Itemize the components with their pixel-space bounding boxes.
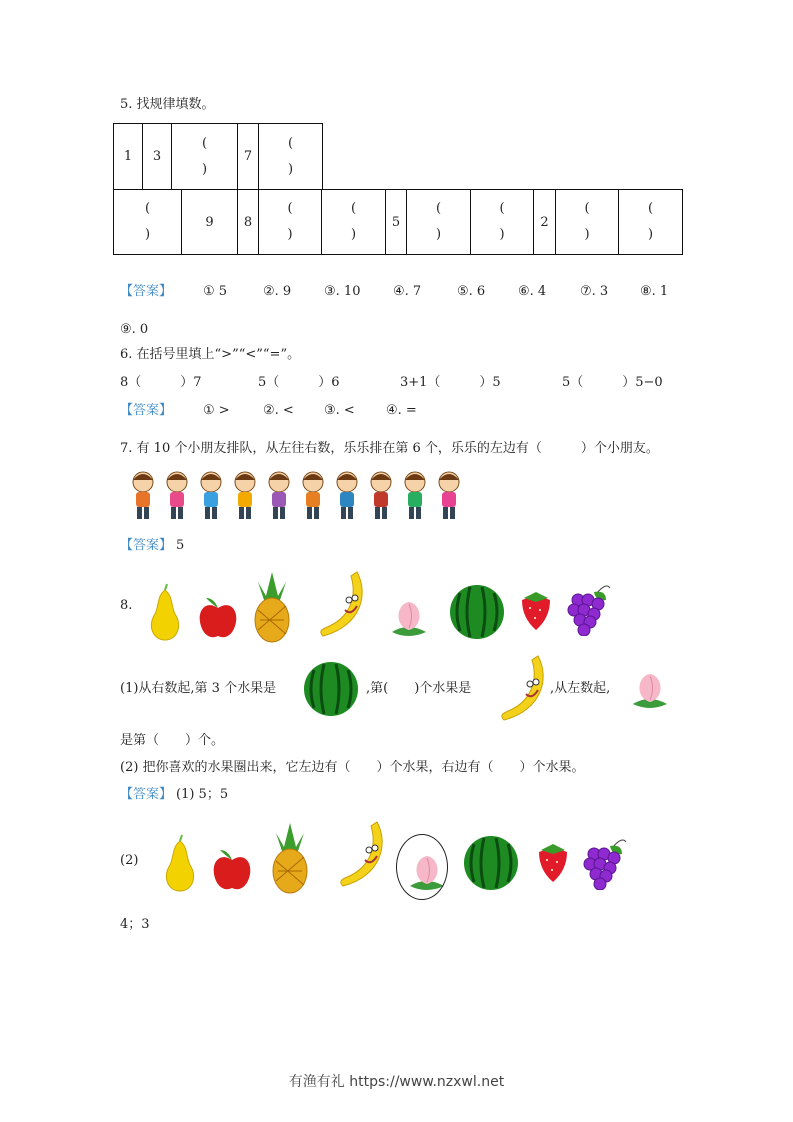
watermelon-icon: [448, 583, 506, 645]
q5-answer: ⑨. 0: [120, 322, 149, 337]
answer-tag: 【答案】: [120, 403, 173, 418]
pear-icon: [143, 582, 187, 646]
child-icon: [264, 470, 294, 526]
table-cell: [113, 123, 143, 190]
q8-answer1: (1) 5；5: [176, 787, 229, 802]
q8-answer2-label: (2): [120, 853, 139, 868]
table-cell: [237, 189, 259, 255]
q8-p1b: ,第( )个水果是: [366, 681, 472, 696]
child-icon: [400, 470, 430, 526]
cell-value: 9: [205, 214, 214, 230]
q5-answer: ⑤. 6: [457, 284, 486, 299]
cell-value: 8: [243, 214, 253, 230]
blank-cell: ( ): [555, 189, 619, 255]
q5-answer: ⑥. 4: [518, 284, 547, 299]
apple-icon: [196, 594, 240, 646]
banana-icon: [313, 570, 373, 644]
cell-value: 3: [152, 149, 162, 164]
cell-value: 7: [243, 149, 253, 164]
grapes-icon: [566, 582, 616, 640]
banana-icon: [494, 654, 554, 728]
circle-mark: [396, 834, 448, 900]
cell-value: 5: [391, 214, 401, 230]
q6-answer: ④. =: [386, 403, 417, 418]
table-cell: [533, 189, 556, 255]
q6-answer: ②. <: [263, 403, 294, 418]
q5-answer: ②. 9: [263, 284, 292, 299]
watermelon-icon: [302, 660, 360, 722]
q5-title: 5. 找规律填数。: [120, 97, 215, 112]
answer-tag: 【答案】: [120, 284, 173, 299]
q8-answer2: 4；3: [120, 917, 150, 932]
q6-item: 5（ ）5−0: [562, 375, 663, 390]
strawberry-icon: [516, 588, 556, 636]
q7-title: 7. 有 10 个小朋友排队，从左往右数，乐乐排在第 6 个，乐乐的左边有（ ）个小朋友。: [120, 441, 659, 456]
child-icon: [366, 470, 396, 526]
q5-answer: ③. 10: [324, 284, 361, 299]
q8-p1d: 是第（ ）个。: [120, 733, 225, 748]
q6-answer: ① >: [203, 403, 230, 418]
child-icon: [230, 470, 260, 526]
blank-cell: ( ): [258, 189, 322, 255]
q8-number: 8.: [120, 598, 133, 613]
q5-answer: ⑧. 1: [640, 284, 669, 299]
child-icon: [434, 470, 464, 526]
q8-p2: (2) 把你喜欢的水果圈出来，它左边有（ ）个水果，右边有（ ）个水果。: [120, 760, 585, 775]
peach-icon: [625, 668, 675, 716]
blank-cell: ( ): [321, 189, 386, 255]
child-icon: [162, 470, 192, 526]
blank-cell: ( ): [113, 189, 182, 255]
cell-value: 2: [540, 214, 549, 230]
pineapple-icon: [250, 572, 294, 648]
q6-title: 6. 在括号里填上“>”“<”“=”。: [120, 347, 301, 362]
answer-tag: 【答案】: [120, 538, 173, 553]
grapes-icon: [582, 836, 632, 894]
pear-icon: [158, 833, 202, 897]
table-cell: [181, 189, 238, 255]
blank-cell: ( ): [171, 123, 238, 190]
q6-answer: ③. <: [324, 403, 355, 418]
cell-value: 1: [123, 149, 133, 164]
q7-answer: 5: [176, 538, 185, 553]
q6-item: 8（ ）7: [120, 375, 202, 390]
child-icon: [298, 470, 328, 526]
watermelon-icon: [462, 834, 520, 896]
table-cell: [385, 189, 407, 255]
child-icon: [332, 470, 362, 526]
q6-item: 3+1（ ）5: [400, 375, 501, 390]
peach-icon: [402, 850, 452, 898]
banana-icon: [333, 820, 393, 894]
peach-icon: [384, 596, 434, 644]
q5-answer: ① 5: [203, 284, 228, 299]
apple-icon: [210, 846, 254, 898]
pineapple-icon: [268, 823, 312, 899]
q5-answer: ④. 7: [393, 284, 422, 299]
table-cell: [237, 123, 259, 190]
table-cell: [142, 123, 172, 190]
strawberry-icon: [533, 840, 573, 888]
footer-watermark: 有渔有礼 https://www.nzxwl.net: [288, 1074, 505, 1090]
child-icon: [196, 470, 226, 526]
q8-p1c: ,从左数起,: [550, 681, 611, 696]
q6-item: 5（ ）6: [258, 375, 340, 390]
blank-cell: ( ): [258, 123, 323, 190]
blank-cell: ( ): [406, 189, 471, 255]
child-icon: [128, 470, 158, 526]
q5-answer: ⑦. 3: [580, 284, 609, 299]
answer-tag: 【答案】: [120, 787, 173, 802]
blank-cell: ( ): [470, 189, 534, 255]
q8-p1a: (1)从右数起,第 3 个水果是: [120, 681, 277, 696]
blank-cell: ( ): [618, 189, 683, 255]
